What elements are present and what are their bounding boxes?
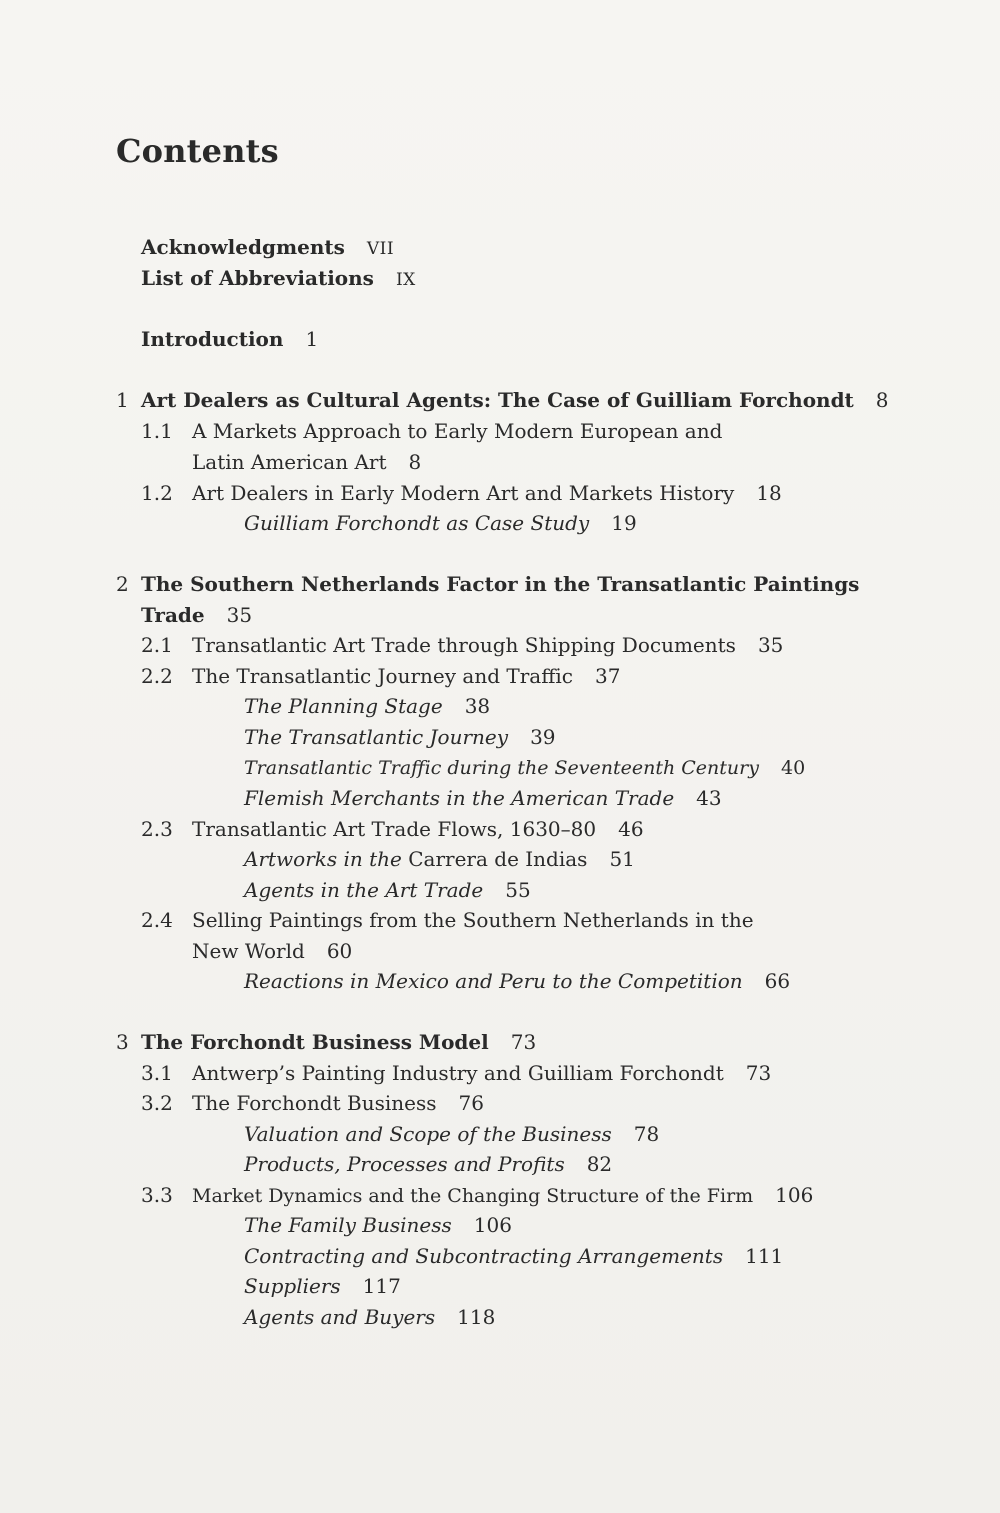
toc-entry-acknowledgments[interactable] (141, 233, 394, 263)
section-title: Art Dealers in Early Modern Art and Markets History (192, 481, 735, 505)
section-number: 3.1 (141, 1061, 173, 1085)
toc-subsection[interactable] (244, 692, 490, 720)
subsection-page: 43 (696, 786, 722, 810)
section-title: The Transatlantic Journey and Traffic (192, 664, 574, 688)
toc-section-3-1[interactable] (141, 1059, 771, 1087)
section-page: 18 (756, 481, 782, 505)
section-title: Transatlantic Art Trade through Shipping Documents (192, 633, 736, 657)
subsection-page: 38 (464, 694, 491, 718)
chapter-title: Art Dealers as Cultural Agents: The Case of Guilliam Forchondt (141, 388, 854, 412)
subsection-title: Agents and Buyers (244, 1305, 436, 1329)
chapter-title: Trade (141, 603, 205, 627)
subsection-title: Reactions in Mexico and Peru to the Competition (244, 969, 743, 993)
subsection-title: Valuation and Scope of the Business (244, 1122, 612, 1146)
subsection-page: 82 (586, 1152, 613, 1176)
subsection-title: Guilliam Forchondt as Case Study (244, 511, 590, 535)
section-title: Transatlantic Art Trade Flows, 1630–80 (192, 817, 597, 841)
subsection-title: The Family Business (244, 1213, 452, 1237)
toc-section-2-3[interactable] (141, 815, 644, 843)
toc-chapter-2[interactable] (116, 570, 859, 598)
section-number: 3.2 (141, 1091, 173, 1115)
chapter-page: 73 (510, 1030, 537, 1054)
section-page: 37 (595, 664, 621, 688)
section-number: 3.3 (141, 1183, 173, 1207)
subsection-page: 19 (611, 511, 637, 535)
section-title: A Markets Approach to Early Modern European and (192, 419, 723, 443)
section-number: 1.2 (141, 481, 173, 505)
chapter-page: 8 (875, 388, 889, 412)
subsection-page: 51 (609, 847, 635, 871)
subsection-page: 118 (457, 1305, 496, 1329)
section-page: 46 (618, 817, 644, 841)
section-number: 1.1 (141, 419, 173, 443)
page-title: Contents (116, 132, 279, 170)
toc-subsection[interactable] (244, 1272, 401, 1300)
subsection-title: Flemish Merchants in the American Trade (244, 786, 675, 810)
toc-entry-page: VII (366, 239, 395, 259)
toc-section-2-4[interactable] (141, 906, 754, 934)
subsection-page: 106 (473, 1213, 512, 1237)
toc-subsection[interactable] (244, 754, 805, 782)
toc-entry-page: 1 (305, 327, 319, 351)
toc-subsection[interactable] (244, 1150, 612, 1178)
subsection-page: 117 (362, 1274, 401, 1298)
section-title: Selling Paintings from the Southern Netherlands in the (192, 908, 754, 932)
toc-subsection[interactable] (244, 1211, 512, 1239)
subsection-title: Suppliers (244, 1274, 341, 1298)
toc-subsection[interactable] (244, 876, 531, 904)
subsection-title: Products, Processes and Profits (244, 1152, 565, 1176)
section-page: 35 (757, 633, 784, 657)
toc-subsection[interactable] (244, 1120, 659, 1148)
section-title: The Forchondt Business (192, 1091, 437, 1115)
toc-chapter-2-continued[interactable] (141, 601, 252, 629)
toc-entry-label: List of Abbreviations (141, 266, 374, 290)
subsection-page: 39 (530, 725, 556, 749)
toc-subsection[interactable] (244, 1242, 783, 1270)
chapter-number: 3 (116, 1030, 129, 1054)
subsection-page: 55 (505, 878, 531, 902)
section-page: 76 (458, 1091, 484, 1115)
subsection-page: 111 (745, 1244, 784, 1268)
subsection-title: The Transatlantic Journey (244, 725, 509, 749)
toc-entry-label: Introduction (141, 327, 284, 351)
section-title: Latin American Art (192, 450, 387, 474)
subsection-title: Contracting and Subcontracting Arrangements (244, 1244, 724, 1268)
section-title: New World (192, 939, 305, 963)
subsection-title: Artworks in the (244, 847, 402, 871)
section-number: 2.4 (141, 908, 173, 932)
chapter-number: 2 (116, 572, 129, 596)
toc-entry-page: IX (395, 270, 416, 290)
subsection-title: Transatlantic Traffic during the Seventeenth Century (244, 757, 759, 779)
toc-section-1-1-continued[interactable] (192, 448, 421, 476)
section-page: 60 (326, 939, 353, 963)
toc-section-3-2[interactable] (141, 1089, 484, 1117)
subsection-page: 66 (764, 969, 791, 993)
section-page: 106 (775, 1183, 814, 1207)
toc-subsection[interactable] (244, 967, 790, 995)
toc-section-2-4-continued[interactable] (192, 937, 352, 965)
toc-chapter-3[interactable] (116, 1028, 536, 1056)
subsection-title: Agents in the Art Trade (244, 878, 484, 902)
section-title: Market Dynamics and the Changing Structure of the Firm (192, 1185, 754, 1207)
toc-subsection[interactable] (244, 845, 635, 873)
section-page: 8 (408, 450, 422, 474)
subsection-page: 78 (633, 1122, 660, 1146)
chapter-number: 1 (116, 388, 129, 412)
chapter-page: 35 (226, 603, 253, 627)
section-title: Antwerp’s Painting Industry and Guilliam Forchondt (192, 1061, 724, 1085)
subsection-title: The Planning Stage (244, 694, 443, 718)
toc-subsection[interactable] (244, 509, 637, 537)
toc-section-1-1[interactable] (141, 417, 722, 445)
toc-entry-introduction[interactable] (141, 325, 318, 353)
toc-section-2-2[interactable] (141, 662, 620, 690)
subsection-title-roman: Carrera de Indias (408, 847, 588, 871)
section-page: 73 (745, 1061, 772, 1085)
chapter-title: The Southern Netherlands Factor in the Transatlantic Paintings (141, 572, 860, 596)
section-number: 2.3 (141, 817, 173, 841)
toc-entry-abbreviations[interactable] (141, 264, 416, 294)
section-number: 2.2 (141, 664, 173, 688)
toc-subsection[interactable] (244, 784, 722, 812)
toc-subsection[interactable] (244, 723, 556, 751)
toc-entry-label: Acknowledgments (141, 235, 345, 259)
section-number: 2.1 (141, 633, 173, 657)
subsection-page: 40 (780, 757, 806, 779)
toc-chapter-1[interactable] (116, 386, 889, 414)
toc-section-1-2[interactable] (141, 479, 782, 507)
chapter-title: The Forchondt Business Model (141, 1030, 489, 1054)
toc-section-3-3[interactable] (141, 1181, 813, 1210)
toc-subsection[interactable] (244, 1303, 495, 1331)
toc-section-2-1[interactable] (141, 631, 783, 659)
